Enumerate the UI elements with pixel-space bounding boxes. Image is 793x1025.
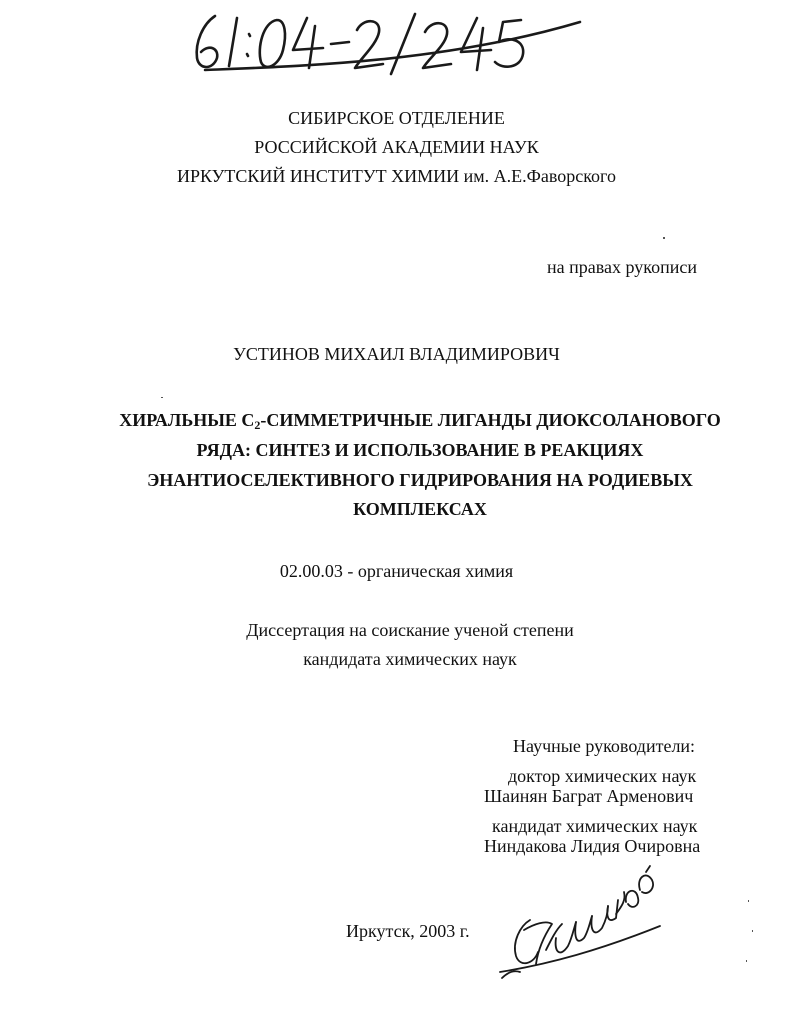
title-prefix: ХИРАЛЬНЫЕ С bbox=[119, 410, 255, 430]
institution-line-1: СИБИРСКОЕ ОТДЕЛЕНИЕ bbox=[288, 108, 505, 128]
scan-speck bbox=[663, 237, 665, 239]
scan-speck bbox=[746, 960, 747, 962]
dissertation-line-1: Диссертация на соискание ученой степени bbox=[246, 620, 574, 640]
supervisor-1-degree: доктор химических наук bbox=[508, 766, 697, 786]
author-signature bbox=[490, 860, 670, 985]
institution-line-3: ИРКУТСКИЙ ИНСТИТУТ ХИМИИ им. А.Е.Фаворского bbox=[177, 166, 616, 186]
institution-line-2: РОССИЙСКОЙ АКАДЕМИИ НАУК bbox=[254, 137, 539, 157]
place-and-year: Иркутск, 2003 г. bbox=[346, 921, 470, 941]
scan-speck bbox=[161, 397, 163, 398]
handwritten-archive-number bbox=[185, 8, 595, 78]
supervisor-2-name: Ниндакова Лидия Очировна bbox=[484, 836, 701, 856]
author-name: УСТИНОВ МИХАИЛ ВЛАДИМИРОВИЧ bbox=[233, 344, 560, 364]
supervisor-1-name: Шаинян Баграт Арменович bbox=[484, 786, 694, 806]
title-subscript: 2 bbox=[254, 418, 261, 432]
scan-speck bbox=[748, 900, 749, 902]
thesis-title-line-3: ЭНАНТИОСЕЛЕКТИВНОГО ГИДРИРОВАНИЯ НА РОДИЕВЫХ bbox=[147, 470, 693, 490]
scan-speck bbox=[752, 930, 753, 932]
dissertation-line-2: кандидата химических наук bbox=[303, 649, 517, 669]
thesis-title-line-4: КОМПЛЕКСАХ bbox=[353, 499, 487, 519]
manuscript-rights-note: на правах рукописи bbox=[547, 257, 697, 277]
thesis-title-line-2: РЯДА: СИНТЕЗ И ИСПОЛЬЗОВАНИЕ В РЕАКЦИЯХ bbox=[196, 440, 644, 460]
title-suffix: -СИММЕТРИЧНЫЕ ЛИГАНДЫ ДИОКСОЛАНОВОГО bbox=[260, 410, 721, 430]
specialty-code: 02.00.03 - органическая химия bbox=[279, 561, 514, 581]
supervisor-2-degree: кандидат химических наук bbox=[492, 816, 698, 836]
supervisors-label: Научные руководители: bbox=[513, 736, 696, 756]
